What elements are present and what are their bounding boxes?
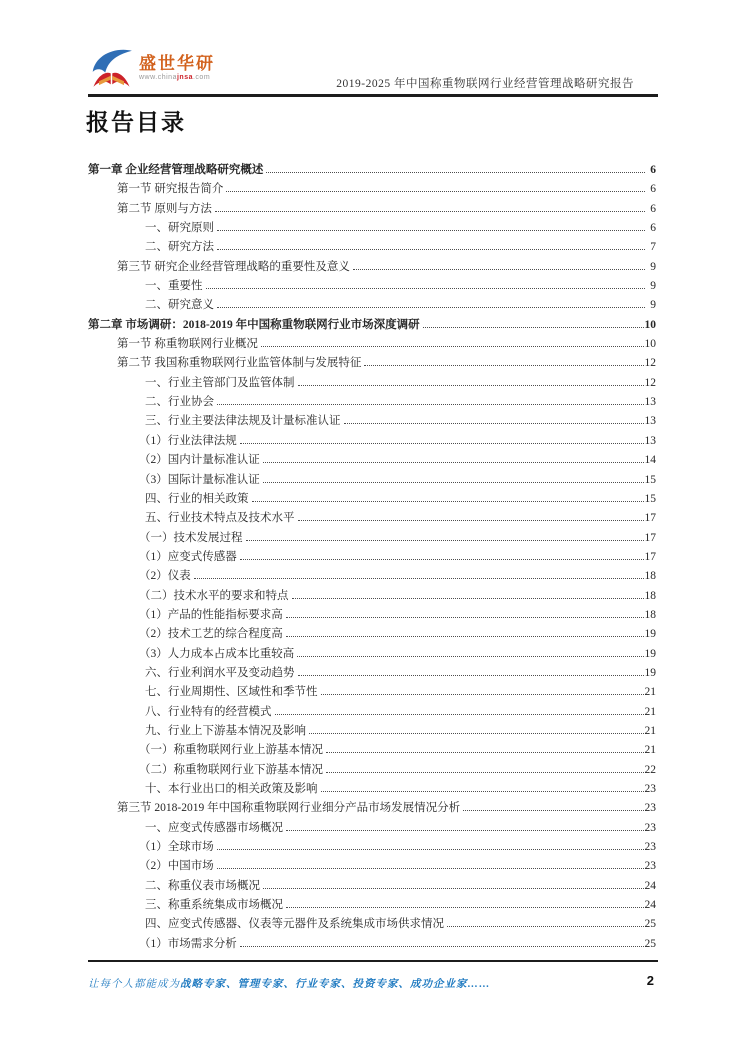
leader-dots (286, 636, 644, 637)
toc-entry[interactable] (88, 838, 656, 857)
footer-slogan-bold: 战略专家、管理专家、行业专家、投资专家、成功企业家…… (180, 979, 491, 990)
leader-dots (263, 888, 644, 889)
toc-entry-text[interactable]: 二、称重仪表市场概况 (145, 879, 260, 892)
footer-divider (88, 960, 658, 962)
toc-entry-page[interactable]: 18 (644, 589, 656, 602)
toc-entry-page[interactable]: 25 (644, 937, 656, 950)
toc-entry[interactable] (88, 490, 656, 509)
toc-entry-page[interactable]: 12 (644, 357, 656, 370)
toc-entry-text[interactable]: 一、应变式传感器市场概况 (145, 821, 283, 834)
leader-dots (286, 830, 644, 831)
toc-entry-page[interactable]: 12 (644, 376, 656, 389)
toc-entry-text[interactable]: 六、行业利润水平及变动趋势 (145, 666, 295, 679)
toc-entry-text[interactable]: （1）产品的性能指标要求高 (139, 608, 283, 621)
logo-bird-book-icon (88, 46, 135, 93)
toc-entry[interactable] (88, 412, 656, 431)
leader-dots (261, 346, 644, 347)
toc-entry-text[interactable]: 第二节 原则与方法 (117, 202, 212, 215)
leader-dots (206, 288, 646, 289)
toc-entry-page[interactable]: 19 (644, 666, 656, 679)
leader-dots (286, 617, 644, 618)
report-title: 2019-2025 年中国称重物联网行业经营管理战略研究报告 (336, 78, 634, 90)
toc-entry[interactable] (88, 819, 656, 838)
leader-dots (240, 946, 644, 947)
leader-dots (194, 578, 644, 579)
toc-entry-page[interactable]: 14 (644, 454, 656, 467)
toc-entry-page[interactable]: 24 (644, 899, 656, 912)
toc-entry-text[interactable]: 四、应变式传感器、仪表等元器件及系统集成市场供求情况 (145, 918, 444, 931)
leader-dots (423, 327, 644, 328)
leader-dots (240, 559, 644, 560)
toc-entry-text[interactable]: 五、行业技术特点及技术水平 (145, 512, 295, 525)
toc-entry-page[interactable]: 23 (644, 802, 656, 815)
toc-entry[interactable] (88, 161, 656, 180)
toc-entry-page[interactable]: 23 (644, 841, 656, 854)
company-logo (88, 46, 215, 93)
toc-entry-page[interactable]: 9 (650, 280, 656, 293)
toc-entry[interactable] (88, 780, 656, 799)
toc-entry[interactable] (88, 335, 656, 354)
logo-url: www.chinajnsa.com (139, 74, 211, 81)
toc-entry-text[interactable]: 第一节 称重物联网行业概况 (117, 338, 258, 351)
toc-entry-text[interactable]: 三、称重系统集成市场概况 (145, 899, 283, 912)
toc-entry-text[interactable]: 三、行业主要法律法规及计量标准认证 (145, 415, 341, 428)
leader-dots (309, 733, 644, 734)
toc-entry-text[interactable]: （2）仪表 (139, 570, 191, 583)
leader-dots (217, 868, 644, 869)
toc-entry-page[interactable]: 23 (644, 821, 656, 834)
toc-entry[interactable] (88, 258, 656, 277)
leader-dots (246, 540, 644, 541)
toc-entry-page[interactable]: 17 (644, 531, 656, 544)
toc-entry-page[interactable]: 9 (650, 299, 656, 312)
footer-slogan (88, 976, 491, 991)
leader-dots (217, 249, 645, 250)
toc-entry[interactable] (88, 432, 656, 451)
leader-dots (447, 926, 644, 927)
toc-entry-text[interactable]: 二、行业协会 (145, 396, 214, 409)
leader-dots (275, 714, 644, 715)
toc-entry-text[interactable]: 十、本行业出口的相关政策及影响 (145, 783, 318, 795)
toc-entry-text[interactable]: 七、行业周期性、区域性和季节性 (145, 686, 318, 699)
toc-entry[interactable] (88, 703, 656, 722)
toc-entry-text[interactable]: （1）行业法律法规 (139, 434, 237, 447)
toc-entry[interactable] (88, 664, 656, 683)
toc-entry-text[interactable]: 第二章 市场调研：2018-2019 年中国称重物联网行业市场深度调研 (88, 318, 420, 331)
toc-entry[interactable] (88, 316, 656, 335)
toc-entry-page[interactable]: 13 (644, 434, 656, 447)
toc-entry[interactable] (88, 200, 656, 219)
leader-dots (292, 598, 644, 599)
toc-entry[interactable] (88, 354, 656, 373)
toc-entry-text[interactable]: 第二节 我国称重物联网行业监管体制与发展特征 (117, 357, 362, 370)
toc-entry[interactable] (88, 219, 656, 238)
leader-dots (263, 462, 644, 463)
toc-entry[interactable] (88, 529, 656, 548)
toc-entry[interactable] (88, 722, 656, 741)
toc-entry-text[interactable]: 第三节 2018-2019 年中国称重物联网行业细分产品市场发展情况分析 (117, 802, 461, 815)
toc-entry-text[interactable]: （1）应变式传感器 (139, 550, 237, 563)
toc-list (88, 161, 656, 954)
toc-entry-page[interactable]: 15 (644, 492, 656, 505)
leader-dots (344, 423, 644, 424)
leader-dots (298, 675, 644, 676)
toc-entry-page[interactable]: 6 (650, 183, 656, 196)
toc-entry[interactable] (88, 915, 656, 934)
toc-entry-page[interactable]: 24 (644, 879, 656, 892)
toc-entry[interactable] (88, 683, 656, 702)
toc-entry-page[interactable]: 19 (644, 628, 656, 641)
toc-entry-page[interactable]: 17 (644, 550, 656, 563)
footer-slogan-prefix: 让每个人都能成为 (88, 979, 180, 990)
toc-entry-page[interactable]: 15 (644, 473, 656, 486)
leader-dots (364, 365, 643, 366)
toc-entry[interactable] (88, 935, 656, 954)
toc-entry-page[interactable]: 21 (644, 705, 656, 718)
header-divider (88, 94, 658, 97)
toc-entry-page[interactable]: 17 (644, 512, 656, 525)
leader-dots (286, 907, 644, 908)
toc-entry-page[interactable]: 6 (650, 202, 656, 215)
toc-entry[interactable] (88, 471, 656, 490)
toc-entry[interactable] (88, 548, 656, 567)
toc-entry[interactable] (88, 277, 656, 296)
toc-entry-text[interactable]: 第一节 研究报告简介 (117, 183, 224, 196)
toc-entry-page[interactable]: 19 (644, 647, 656, 660)
toc-entry-text[interactable]: （3）人力成本占成本比重较高 (139, 647, 295, 660)
toc-entry[interactable] (88, 896, 656, 915)
leader-dots (215, 211, 645, 212)
toc-entry-text[interactable]: 第三节 研究企业经营管理战略的重要性及意义 (117, 260, 350, 273)
leader-dots (298, 385, 644, 386)
leader-dots (353, 269, 645, 270)
toc-entry-text[interactable]: 一、重要性 (145, 280, 203, 293)
leader-dots (463, 810, 643, 811)
toc-entry[interactable] (88, 877, 656, 896)
toc-entry-page[interactable]: 18 (644, 608, 656, 621)
toc-entry-text[interactable]: （2）中国市场 (139, 860, 214, 873)
toc-entry-page[interactable]: 21 (644, 686, 656, 699)
toc-entry-page[interactable]: 21 (644, 724, 656, 737)
leader-dots (298, 520, 644, 521)
toc-entry[interactable] (88, 606, 656, 625)
toc-entry[interactable] (88, 645, 656, 664)
leader-dots (326, 752, 644, 753)
toc-entry[interactable] (88, 625, 656, 644)
page-number: 2 (646, 973, 654, 988)
toc-entry-text[interactable]: （1）市场需求分析 (139, 937, 237, 950)
toc-entry[interactable] (88, 296, 656, 315)
leader-dots (321, 694, 644, 695)
toc-entry-text[interactable]: 四、行业的相关政策 (145, 492, 249, 505)
toc-entry[interactable] (88, 761, 656, 780)
toc-entry[interactable] (88, 567, 656, 586)
toc-entry-text[interactable]: 八、行业特有的经营模式 (145, 705, 272, 718)
logo-text: 盛世华研 (139, 54, 215, 73)
toc-entry[interactable] (88, 374, 656, 393)
leader-dots (321, 791, 644, 792)
toc-entry-text[interactable]: （二）技术水平的要求和特点 (139, 589, 289, 602)
toc-entry[interactable] (88, 799, 656, 818)
page-title: 报告目录 (86, 109, 186, 135)
toc-entry-page[interactable]: 13 (644, 415, 656, 428)
toc-entry-page[interactable]: 7 (650, 241, 656, 254)
toc-entry[interactable] (88, 587, 656, 606)
toc-entry-page[interactable]: 10 (644, 338, 656, 351)
leader-dots (217, 849, 644, 850)
toc-entry-page[interactable]: 21 (644, 744, 656, 757)
toc-entry-page[interactable]: 9 (650, 260, 656, 273)
toc-entry-text[interactable]: （3）国际计量标准认证 (139, 473, 260, 486)
leader-dots (297, 656, 643, 657)
toc-entry-text[interactable]: 二、研究方法 (145, 241, 214, 254)
leader-dots (226, 191, 645, 192)
leader-dots (217, 307, 645, 308)
toc-entry-text[interactable]: （二）称重物联网行业下游基本情况 (139, 763, 323, 776)
toc-entry-text[interactable]: （一）技术发展过程 (139, 531, 243, 544)
toc-entry-page[interactable]: 6 (650, 222, 656, 235)
toc-entry[interactable] (88, 238, 656, 257)
leader-dots (217, 404, 644, 405)
toc-entry-page[interactable]: 10 (644, 318, 656, 331)
leader-dots (217, 230, 645, 231)
toc-entry-text[interactable]: 九、行业上下游基本情况及影响 (145, 724, 306, 737)
toc-entry[interactable] (88, 857, 656, 876)
toc-entry-text[interactable]: 二、研究意义 (145, 299, 214, 312)
toc-entry-text[interactable]: 一、行业主管部门及监管体制 (145, 376, 295, 389)
leader-dots (240, 443, 644, 444)
toc-entry-text[interactable]: （1）全球市场 (139, 841, 214, 854)
leader-dots (263, 482, 644, 483)
toc-entry[interactable] (88, 393, 656, 412)
toc-entry-text[interactable]: 第一章 企业经营管理战略研究概述 (88, 164, 264, 176)
toc-entry-page[interactable]: 18 (644, 570, 656, 583)
toc-entry[interactable] (88, 741, 656, 760)
toc-entry-text[interactable]: （一）称重物联网行业上游基本情况 (139, 744, 323, 757)
leader-dots (266, 172, 645, 173)
toc-entry-text[interactable]: 一、研究原则 (145, 222, 214, 235)
leader-dots (252, 501, 644, 502)
toc-entry[interactable] (88, 451, 656, 470)
toc-entry-text[interactable]: （2）技术工艺的综合程度高 (139, 628, 283, 641)
toc-entry[interactable] (88, 509, 656, 528)
toc-entry-page[interactable]: 13 (644, 396, 656, 409)
toc-entry-page[interactable]: 25 (644, 918, 656, 931)
leader-dots (326, 772, 644, 773)
toc-entry-page[interactable]: 22 (644, 763, 656, 776)
toc-entry-text[interactable]: （2）国内计量标准认证 (139, 454, 260, 467)
toc-entry-page[interactable]: 6 (650, 164, 656, 176)
toc-entry[interactable] (88, 180, 656, 199)
toc-entry-page[interactable]: 23 (644, 860, 656, 873)
toc-entry-page[interactable]: 23 (644, 783, 656, 795)
